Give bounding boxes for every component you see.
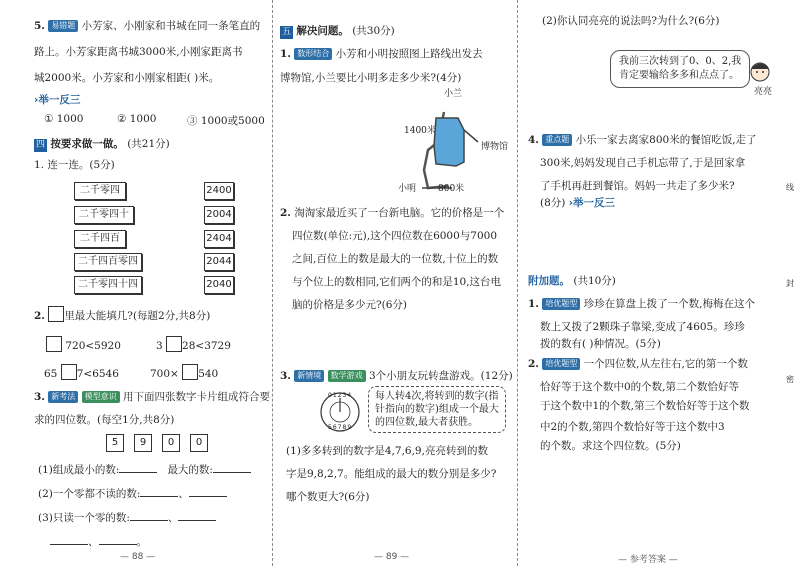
wheel-digits: 56789 xyxy=(328,424,353,431)
question-1-label: 1. 连一连。(5分) xyxy=(34,159,115,171)
match-card-right[interactable]: 2044 xyxy=(204,253,234,271)
sub-question-3: (3)只读一个零的数: 、 xyxy=(38,510,216,525)
match-card-right[interactable]: 2040 xyxy=(204,276,234,294)
rule-callout: 每人转4次,将转到的数字(指 针指向的数字)组成一个最大 的四位数,最大者获胜。 xyxy=(368,386,506,433)
match-card-left[interactable]: 二千零四 xyxy=(74,182,126,200)
answer-blank[interactable] xyxy=(140,496,178,497)
answer-box[interactable] xyxy=(166,336,182,352)
match-card-right[interactable]: 2400 xyxy=(204,182,234,200)
answer-blank[interactable] xyxy=(119,472,157,473)
digit-card: 9 xyxy=(134,434,152,452)
extra-problem-2: 2. 培优题型 一个四位数,从左往右,它的第一个数 xyxy=(528,358,748,370)
problem-4-score: (8分) ›举一反三 xyxy=(540,197,616,209)
chevron-right-icon: › xyxy=(568,197,574,209)
binding-mark: 密 xyxy=(786,375,794,384)
chevron-right-icon: › xyxy=(34,94,39,106)
answer-box[interactable] xyxy=(48,306,64,322)
problem-4: 4. 重点题 小乐一家去离家800米的餐馆吃饭,走了 xyxy=(528,134,757,146)
inequality-1: 720<5920 xyxy=(46,336,121,352)
inequality-2: 3 28<3729 xyxy=(156,336,231,352)
answer-box[interactable] xyxy=(46,336,62,352)
question-3: 3. 新考法 模型意识 用下面四张数字卡片组成符合要 xyxy=(34,391,270,403)
sub-question-2: (2)你认同亮亮的说法吗?为什么?(6分) xyxy=(542,15,720,27)
inequality-4: 700× 540 xyxy=(150,364,218,380)
column-divider xyxy=(517,0,518,566)
answer-box[interactable] xyxy=(182,364,198,380)
match-card-left[interactable]: 二千四百零四 xyxy=(74,253,142,271)
match-card-right[interactable]: 2004 xyxy=(204,206,234,224)
sub-question-1: (1)组成最小的数: 最大的数: xyxy=(38,462,251,477)
answer-blank[interactable] xyxy=(99,544,137,545)
sub-question-2: (2)一个零都不读的数: 、 xyxy=(38,486,227,501)
inequality-3: 65 7<6546 xyxy=(44,364,119,380)
question-2: 2. 里最大能填几?(每题2分,共8分) xyxy=(34,306,210,323)
problem-1: 1. 数形结合 小芳和小明按照图上路线出发去 xyxy=(280,48,483,60)
answer-blank[interactable] xyxy=(213,472,251,473)
practice-link[interactable]: ›举一反三 xyxy=(34,94,81,106)
answer-blank[interactable] xyxy=(189,496,227,497)
match-card-left[interactable]: 二千四百 xyxy=(74,230,126,248)
page-number: — 89 — xyxy=(374,552,410,562)
error-prone-tag: 易错题 xyxy=(48,20,78,32)
page-number: — 参考答案 — xyxy=(618,555,678,565)
match-card-left[interactable]: 二千零四十 xyxy=(74,206,134,224)
museum-block xyxy=(434,118,464,166)
column-divider xyxy=(272,0,273,566)
answer-box[interactable] xyxy=(61,364,77,380)
problem-3: 3. 新情境 数学游戏 3个小朋友玩转盘游戏。(12分) xyxy=(280,370,513,382)
question-5: 5. 易错题 小芳家、小刚家和书城在同一条笔直的 xyxy=(34,20,261,32)
speech-bubble: 我前三次转到了0、0、2,我 肯定要输给多多和点点了。 xyxy=(610,50,750,88)
answer-blank[interactable] xyxy=(50,544,88,545)
right-column: (2)你认同亮亮的说法吗?为什么?(6分) 我前三次转到了0、0、2,我 肯定要输给多多和点点了。 亮亮 4. 重点题 小乐一家去离家800米的餐馆吃饭,走了 300米,妈妈发现自己手机忘带了,于是回家拿 了手机再赶到餐馆。妈妈一共走了多少米? (8分) ›举一反三 附加题。 (共10分) 1. 培优题型 珍珍在算盘上拨了一个数,梅梅在这个 数上又拨了2颗珠子靠梁,变成了4605。珍珍 拨的数有( )种情况。(5分) 2. 培优题型 一个四位数,从左往右,它的第一个数 恰好等于这个数中0的个数,第二个数恰好等 于这个数中1的个数,第三个数恰好等于这个数 中2的个数,第四个数恰好等于这个数中3 的个数。求这个四位数。(5分) 线 封 密 — 参考答案 — xyxy=(528,15,794,565)
extra-problem-1: 1. 培优题型 珍珍在算盘上拨了一个数,梅梅在这个 xyxy=(528,298,755,310)
digit-card: 0 xyxy=(190,434,208,452)
match-card-right[interactable]: 2404 xyxy=(204,230,234,248)
binding-mark: 封 xyxy=(786,279,794,288)
match-card-left[interactable]: 二千零四十四 xyxy=(74,276,142,294)
problem-2: 2. 淘淘家最近买了一台新电脑。它的价格是一个 xyxy=(280,207,505,219)
middle-column: 五 解决问题。 (共30分) 1. 数形结合 小芳和小明按照图上路线出发去 博物馆,小兰要比小明多走多少米?(4分) 小兰 1400米 博物馆 小明 800米 2. 淘淘家最近买了一台新电脑。它的价格是一个 四位数(单位:元),这个四位数在6000与7000 之间,百位上的数是最大的一位数,十位上的数 与个位上的数相同,它们两个的和是10,这台电 脑的价格是多少元?(6分) 3. 新情境 数学游戏 3个小朋友玩转盘游戏。(12分) 01234 56789 每人转4次,将转到的数字(指 针指向的数字)组成一个最大 的四位数,最大者获胜。 (1)多多转到的数字是4,7,6,9,亮亮转到的数 字是9,8,2,7。能组成的最大的数分别是多少? 哪个数更大?(6分) — 89 — xyxy=(280,25,513,562)
section-header: 四 按要求做一做。 (共21分) xyxy=(35,138,170,150)
wheel-digits: 01234 xyxy=(328,392,353,399)
left-column: 5. 易错题 小芳家、小刚家和书城在同一条笔直的 路上。小芳家距离书城3000米,小刚家距离书 城2000米。小芳家和小刚家相距( )米。 ›举一反三 ① 1000 ② 1000 ③ 1000或5000 四 按要求做一做。 (共21分) 1. 连一连。(5分) 二千零四 二千零四十 二千四百 二千四百零四 二千零四十四 2400 2004 2404 2044 2040 2. 里最大能填几?(每题2分,共8分) 720<5920 3 28<3729 65 7<6546 700× 540 3. 新考法 模型意识 用下面四张数字卡片组成符合要 求的四位数。(每空1分,共8分) 5 9 0 0 (1)组成最小的数: 最大的数: (2)一个零都不读的数: 、 (3)只读一个零的数: 、 、 。 — 88 — xyxy=(34,20,270,562)
answer-blank[interactable] xyxy=(178,520,216,521)
digit-card: 0 xyxy=(162,434,180,452)
answer-blank[interactable] xyxy=(130,520,168,521)
boy-avatar-icon xyxy=(746,58,774,84)
character-name: 亮亮 xyxy=(754,87,773,97)
practice-link[interactable]: ›举一反三 xyxy=(568,197,616,209)
section-header: 五 解决问题。 (共30分) xyxy=(281,25,395,37)
binding-mark: 线 xyxy=(786,183,794,192)
section-header: 附加题。 (共10分) xyxy=(528,275,616,287)
digit-card: 5 xyxy=(106,434,124,452)
page-number: — 88 — xyxy=(120,552,156,562)
